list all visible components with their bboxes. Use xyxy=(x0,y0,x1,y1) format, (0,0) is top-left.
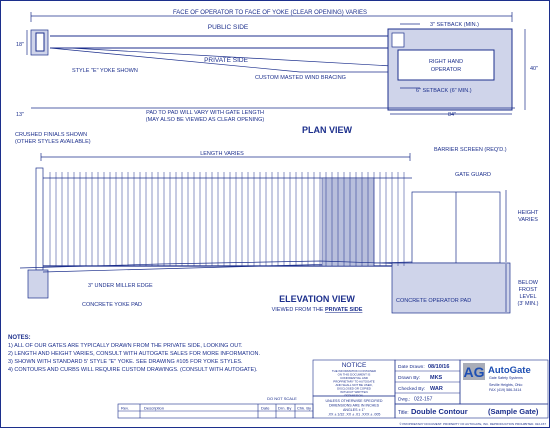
date-drawn-value: 08/10/16 xyxy=(428,364,450,370)
finials-label-line1: CRUSHED FINIALS SHOWN xyxy=(15,132,88,138)
private-side-emphasis: PRIVATE SIDE xyxy=(325,307,363,313)
notice-line: PERMISSION. xyxy=(344,393,364,398)
gate-guard-label: GATE GUARD xyxy=(455,172,491,178)
frost-level-level: LEVEL xyxy=(519,294,537,300)
dim-84-label: 84" xyxy=(448,112,457,118)
elevation-view-title: ELEVATION VIEW xyxy=(279,294,355,304)
do-not-scale-label: DO NOT SCALE xyxy=(267,396,297,401)
dim-40-label: 40" xyxy=(530,66,539,72)
tolerance-line: ANGLES ± 1° xyxy=(343,408,365,412)
right-hand-label: RIGHT HAND xyxy=(428,59,464,65)
logo-mark: AG xyxy=(463,364,485,380)
finials-label-line2: (OTHER STYLES AVAILABLE) xyxy=(15,139,91,145)
drawing-title-note: (Sample Gate) xyxy=(488,407,539,416)
checked-by-label: Checked By: xyxy=(398,387,426,392)
note-item: 1) ALL OF OUR GATES ARE TYPICALLY DRAWN FROM THE PRIVATE SIDE, LOOKING OUT. xyxy=(8,343,243,349)
operator-label: OPERATOR xyxy=(430,67,462,73)
face-to-face-label: FACE OF OPERATOR TO FACE OF YOKE (CLEAR OPENING) VARIES xyxy=(172,10,368,16)
note-item: 2) LENGTH AND HEIGHT VARIES, CONSULT WITH AUTOGATE SALES FOR MORE INFORMATION. xyxy=(8,351,261,357)
notice-line: ON THIS DOCUMENT IS xyxy=(337,372,371,377)
drawing-title: Double Contour xyxy=(411,407,468,416)
frost-level-min: (3' MIN.) xyxy=(517,301,539,307)
operator-pad-label: CONCRETE OPERATOR PAD xyxy=(396,298,472,304)
notice-line: THE INFORMATION CONTAINED xyxy=(331,369,377,373)
plan-view-title: PLAN VIEW xyxy=(301,125,353,135)
note-item: 3) SHOWN WITH STANDARD 5' STYLE "E" YOKE. SEE DRAWING #105 FOR YOKE STYLES. xyxy=(8,359,243,365)
notes-title: NOTES: xyxy=(8,335,31,341)
title-label: Title: xyxy=(398,410,409,416)
tolerance-line: UNLESS OTHERWISE SPECIFIED xyxy=(325,399,383,403)
dim-13-label: 13" xyxy=(16,112,25,118)
tolerance-line: DIMENSIONS ARE IN INCHES xyxy=(328,403,380,408)
brand-city: Seville Heights, Ohio xyxy=(489,383,523,387)
style-e-yoke-label: STYLE "E" YOKE SHOWN xyxy=(72,68,138,74)
dwg-value: 022-157 xyxy=(414,396,433,403)
public-side-label: PUBLIC SIDE xyxy=(207,24,249,31)
notice-title: NOTICE xyxy=(341,362,367,369)
setback-3-label: 3" SETBACK (MIN.) xyxy=(430,22,480,28)
dim-18-label: 18" xyxy=(16,42,25,48)
rev-header: Rev. xyxy=(121,405,129,411)
setback-6-label: 6" SETBACK (6" MIN.) xyxy=(416,88,472,94)
varies-label: VARIES xyxy=(518,217,538,223)
notice-line: WITHOUT WRITTEN xyxy=(340,390,368,394)
brand-phone: FAX (419) 586-3414 xyxy=(489,388,522,392)
notice-line: AND SHALL NOT BE USED, xyxy=(335,383,373,387)
elevation-view-subtitle: VIEWED FROM THE PRIVATE SIDE xyxy=(271,307,363,313)
checked-by-value: WAR xyxy=(430,386,443,392)
length-varies-label: LENGTH VARIES xyxy=(200,151,244,157)
yoke-pad-label: CONCRETE YOKE PAD xyxy=(82,302,143,308)
notice-line: DISCLOSED OR COPIED xyxy=(337,386,371,391)
dwg-label: Dwg.: xyxy=(398,397,411,403)
miller-edge-label: 3" UNDER MILLER EDGE xyxy=(88,283,153,289)
note-item: 4) CONTOURS AND CURBS WILL REQUIRE CUSTOM DRAWINGS. (CONSULT WITH AUTOGATE). xyxy=(8,367,258,373)
brand-tagline: Gate Safety Systems xyxy=(489,376,523,380)
date-drawn-label: Date Drawn: xyxy=(398,365,425,370)
wind-bracing-label: CUSTOM MASTED WIND BRACING xyxy=(255,75,346,81)
notice-line: PROPRIETARY TO AUTOGATE xyxy=(333,379,375,384)
private-side-label: PRIVATE SIDE xyxy=(204,57,248,64)
rev-header: Chk. By xyxy=(297,405,312,411)
frost-level-frost: FROST xyxy=(518,287,538,293)
tolerance-line: .XX ± 1/32 .XX ± .01 .XXX ± .005 xyxy=(327,412,381,417)
brand-name: AutoGate xyxy=(488,365,531,376)
footer-legal: © PROPRIETARY DOCUMENT. PROPERTY OF AUTOGATE, INC. REPRODUCTION PROHIBITED. 022-157 xyxy=(399,422,546,426)
pad-to-pad-line1: PAD TO PAD WILL VARY WITH GATE LENGTH xyxy=(146,110,264,116)
frost-level-below: BELOW xyxy=(518,280,538,286)
rev-header: Date xyxy=(261,405,270,411)
notice-line: CONFIDENTIAL AND xyxy=(340,376,368,380)
height-label: HEIGHT xyxy=(517,210,539,216)
rev-header: Description xyxy=(144,405,165,411)
drawn-by-label: Drawn By: xyxy=(398,376,421,381)
pad-to-pad-line2: (MAY ALSO BE VIEWED AS CLEAR OPENING) xyxy=(145,117,265,123)
barrier-screen-label: BARRIER SCREEN (REQ'D.) xyxy=(434,147,507,153)
drawn-by-value: MKS xyxy=(430,375,443,381)
rev-header: Drn. By xyxy=(278,405,292,411)
